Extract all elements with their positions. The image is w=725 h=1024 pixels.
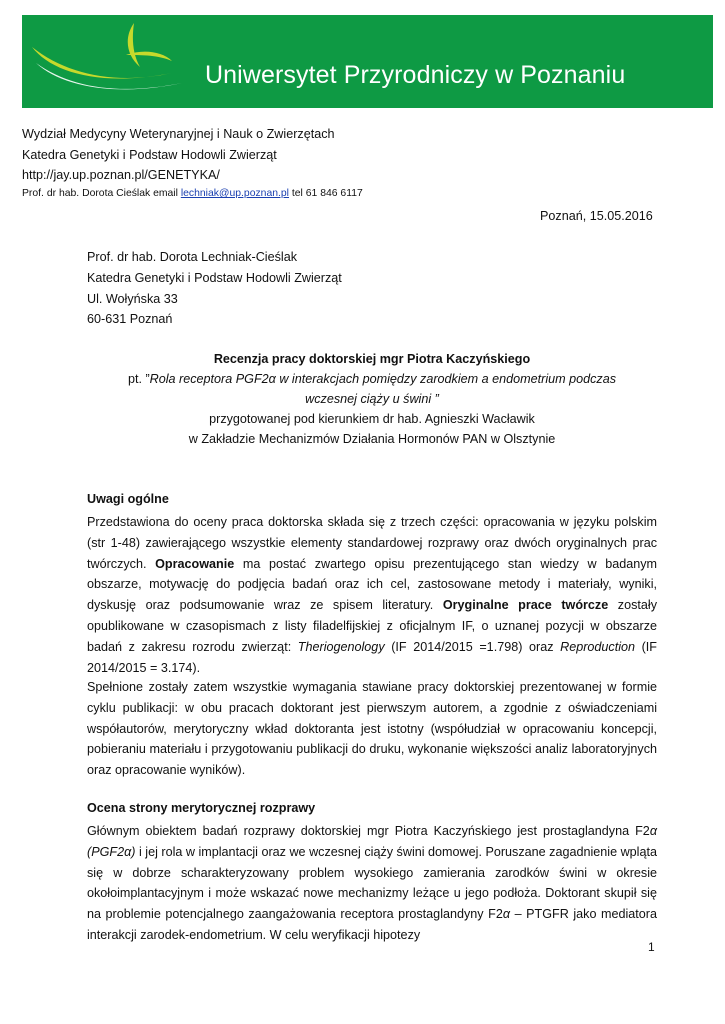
recipient-department: Katedra Genetyki i Podstaw Hodowli Zwierząt [87,270,342,285]
section-heading-merit: Ocena strony merytorycznej rozprawy [87,801,316,815]
supervisor-line: przygotowanej pod kierunkiem dr hab. Agnieszki Wacławik [209,412,535,426]
p2-italic-alpha: α [502,907,511,922]
journal-theriogenology: Theriogenology [297,639,385,654]
recipient-address [87,247,342,330]
p1-text: (IF 2014/2015 =1.798) oraz [384,639,561,654]
p1-text: ma postać zwartego opisu prezentującego stan wiedzy w badanym obszarze, motywację do podjęcia badań oraz ich cel, zastosowane metody i materiały, wyniki, dyskusję oraz podsumowanie wraz ze spisem literatury. [87,556,658,613]
sender-department: Katedra Genetyki i Podstaw Hodowli Zwierząt [22,148,277,162]
page-number: 1 [648,940,655,954]
journal-reproduction: Reproduction [560,639,636,654]
institution-line: w Zakładzie Mechanizmów Działania Hormonów PAN w Olsztynie [188,432,556,446]
p1-text: zostały opublikowane w czasopismach z listy filadelfijskiej z oficjalnym IF, o uznanej pozycji w obszarze badań z zakresu rozrodu zwierząt: [87,598,657,654]
review-title: Recenzja pracy doktorskiej mgr Piotra Kaczyńskiego [213,352,531,366]
thesis-title-line1 [87,369,657,389]
title-prefix: pt. ” [127,372,150,386]
p2-text: Głównym obiektem badań rozprawy doktorskiej mgr Piotra Kaczyńskiego jest prostaglandyna F2 [87,824,650,838]
p1-bold-prace: Oryginalne prace twórcze [442,598,609,613]
university-logo-icon [22,15,212,108]
university-banner [22,15,713,108]
p2-text: i jej rola w implantacji oraz we wczesnej ciąży świni domowej. Poruszane zagadnienie wpląta się w dobrze scharakteryzowany problem wysokiego zamierania zarodków świni w okresie okołoimplantacyjnym i może wskazać nowe mechanizmy leżące u jego podłoża. Doktorant skupił się na problemie potencjalnego zaangażowania receptora prostaglandyny F2 [87,844,657,922]
sender-url: http://jay.up.poznan.pl/GENETYKA/ [22,168,220,182]
p1-text: Przedstawiona do oceny praca doktorska składa się z trzech części: opracowania w języku polskim (str 1-48) zawierającego wszystkie elementy standardowej rozprawy oraz dwóch oryginalnych prac twórczych. [87,515,657,571]
general-paragraph-2: Spełnione zostały zatem wszystkie wymagania stawiane pracy doktorskiej prezentowanej w formie cyklu publikacji: w obu pracach doktorant jest pierwszym autorem, a zgodnie z oświadczeniami współautorów, merytoryczny wkład doktoranta jest istotny (współudział w opracowaniu koncepcji, pobieraniu materiału i przygotowaniu publikacji do druku, wykonanie większości analiz laboratoryjnych oraz opracowanie wyników). [87,680,657,778]
merit-paragraph-1 [87,821,657,946]
section-heading-general: Uwagi ogólne [87,492,169,506]
p1-bold-opracowanie: Opracowanie [155,556,235,571]
recipient-city: 60-631 Poznań [87,312,173,327]
letter-date: Poznań, 15.05.2016 [540,209,653,223]
contact-name: Prof. dr hab. Dorota Cieślak email [22,188,181,199]
banner-title: Uniwersytet Przyrodniczy w Poznaniu [205,61,626,89]
thesis-title: Rola receptora PGF2α w interakcjach pomiędzy zarodkiem a endometrium podczas [149,372,617,386]
thesis-title-line2: wczesnej ciąży u świni ” [305,392,439,406]
p2-italic-pgf: α (PGF2α) [87,824,657,859]
sender-faculty: Wydział Medycyny Weterynaryjnej i Nauk o Zwierzętach [22,127,335,141]
review-title-block [87,349,657,449]
sender-contact [22,184,363,205]
p2-text: – PTGFR jako mediatora interakcji zarodek-endometrium. W celu weryfikacji hipotezy [87,907,657,942]
general-paragraph-1 [87,512,657,678]
p1-text: (IF 2014/2015 = 3.174). [87,639,657,675]
recipient-name: Prof. dr hab. Dorota Lechniak-Cieślak [87,250,297,264]
email-link[interactable]: lechniak@up.poznan.pl [180,188,289,199]
recipient-street: Ul. Wołyńska 33 [87,291,178,306]
contact-phone: tel 61 846 6117 [289,188,363,199]
